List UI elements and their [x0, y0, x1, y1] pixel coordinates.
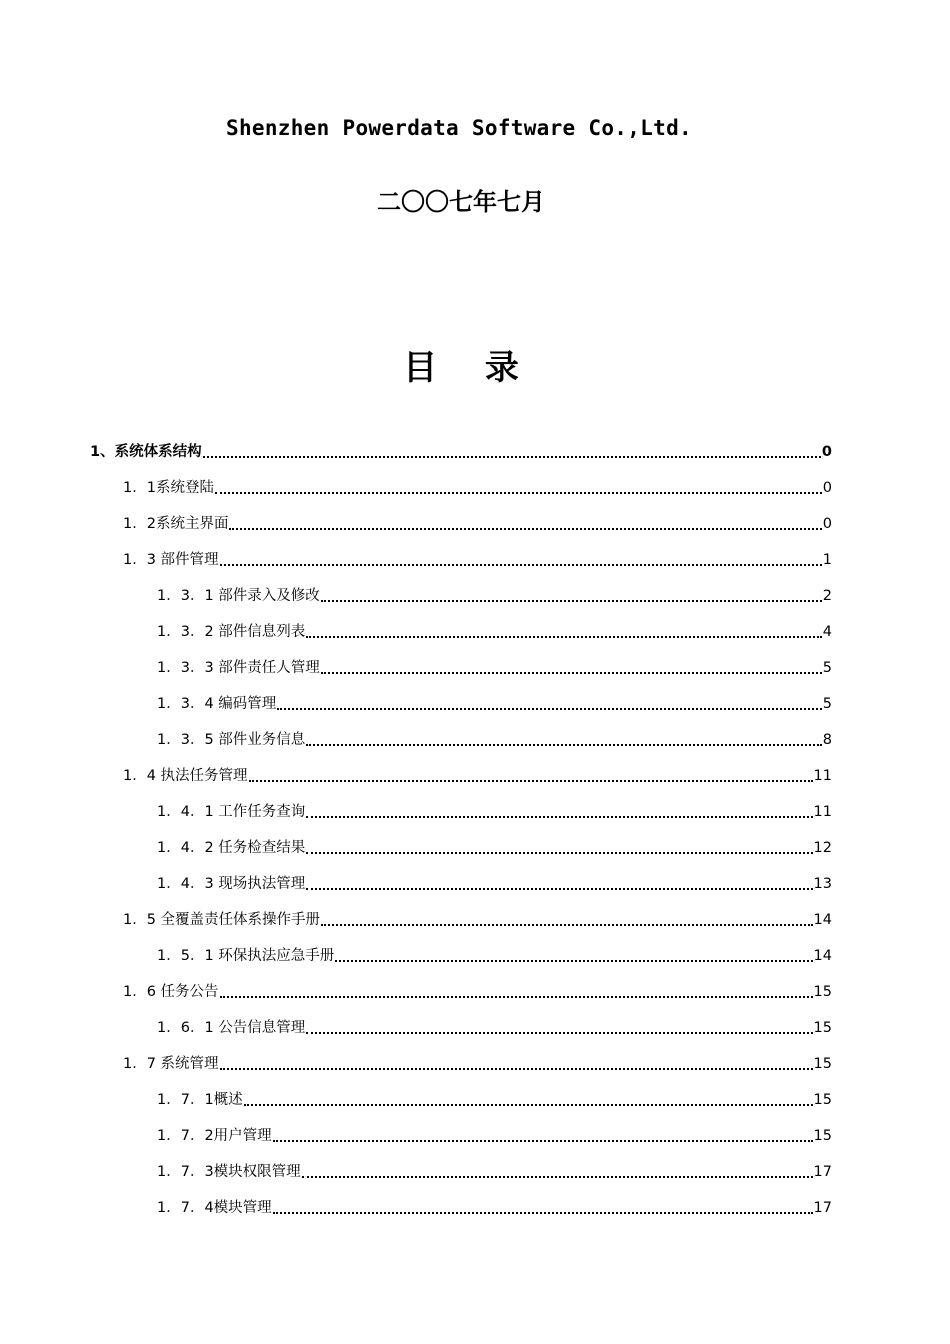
toc-entry[interactable] [123, 508, 832, 534]
toc-entry-page-number: 14 [813, 912, 832, 928]
toc-dot-leader [215, 492, 822, 494]
toc-entry-page-number: 0 [822, 480, 832, 496]
toc-entry[interactable] [123, 760, 832, 786]
toc-entry[interactable] [90, 436, 832, 462]
toc-dot-leader [306, 636, 821, 638]
toc-entry[interactable] [157, 1012, 832, 1038]
toc-entry-title: 1．7．3模块权限管理 [157, 1164, 301, 1180]
toc-dot-leader [244, 1104, 813, 1106]
toc-entry-page-number: 11 [813, 804, 832, 820]
toc-entry-page-number: 12 [813, 840, 832, 856]
toc-dot-leader [273, 1212, 813, 1214]
toc-entry-page-number: 15 [813, 984, 832, 1000]
toc-entry-title: 1．4．2 任务检查结果 [157, 840, 306, 856]
toc-entry[interactable] [157, 940, 832, 966]
toc-entry-page-number: 13 [813, 876, 832, 892]
toc-entry-page-number: 11 [813, 768, 832, 784]
toc-entry[interactable] [123, 904, 832, 930]
toc-entry-page-number: 1 [822, 552, 832, 568]
toc-entry-page-number: 0 [821, 444, 832, 460]
toc-entry-page-number: 5 [822, 660, 832, 676]
toc-entry[interactable] [157, 1084, 832, 1110]
toc-entry-page-number: 15 [813, 1056, 832, 1072]
toc-entry-title: 1．3 部件管理 [123, 552, 219, 568]
toc-entry[interactable] [157, 688, 832, 714]
toc-entry-page-number: 2 [822, 588, 832, 604]
toc-dot-leader [321, 600, 822, 602]
toc-entry-page-number: 17 [813, 1164, 832, 1180]
toc-entry[interactable] [157, 616, 832, 642]
toc-entry-title: 1．7．1概述 [157, 1092, 243, 1108]
toc-entry[interactable] [157, 796, 832, 822]
toc-entry-title: 1、系统体系结构 [90, 444, 202, 460]
toc-entry-page-number: 15 [813, 1128, 832, 1144]
toc-dot-leader [306, 816, 812, 818]
toc-entry-page-number: 8 [822, 732, 832, 748]
toc-entry-page-number: 4 [822, 624, 832, 640]
toc-entry[interactable] [157, 724, 832, 750]
toc-dot-leader [306, 888, 812, 890]
toc-entry-title: 1．5 全覆盖责任体系操作手册 [123, 912, 321, 928]
toc-dot-leader [306, 744, 821, 746]
toc-dot-leader [220, 564, 822, 566]
toc-entry-title: 1．7．4模块管理 [157, 1200, 272, 1216]
toc-entry[interactable] [123, 1048, 832, 1074]
toc-entry-title: 1．5．1 环保执法应急手册 [157, 948, 335, 964]
toc-dot-leader [302, 1176, 813, 1178]
toc-dot-leader [229, 528, 821, 530]
toc-entry[interactable] [123, 544, 832, 570]
toc-dot-leader [306, 852, 812, 854]
toc-entry-title: 1．4 执法任务管理 [123, 768, 248, 784]
toc-entry-title: 1．3．3 部件责任人管理 [157, 660, 320, 676]
toc-entry-title: 1．2系统主界面 [123, 516, 229, 532]
toc-dot-leader [203, 456, 821, 458]
toc-entry-title: 1．4．1 工作任务查询 [157, 804, 306, 820]
toc-entry-title: 1．3．5 部件业务信息 [157, 732, 306, 748]
toc-entry-page-number: 5 [822, 696, 832, 712]
toc-dot-leader [220, 996, 813, 998]
toc-entry[interactable] [123, 472, 832, 498]
toc-entry[interactable] [157, 832, 832, 858]
toc-entry[interactable] [157, 1192, 832, 1218]
toc-dot-leader [306, 1032, 812, 1034]
toc-entry-page-number: 17 [813, 1200, 832, 1216]
toc-entry[interactable] [157, 868, 832, 894]
toc-entry[interactable] [123, 976, 832, 1002]
toc-entry-page-number: 0 [822, 516, 832, 532]
toc-entry-title: 1．7 系统管理 [123, 1056, 219, 1072]
toc-dot-leader [321, 924, 812, 926]
toc-entry[interactable] [157, 1156, 832, 1182]
toc-entry-page-number: 15 [813, 1020, 832, 1036]
toc-dot-leader [335, 960, 812, 962]
toc-entry-title: 1．6．1 公告信息管理 [157, 1020, 306, 1036]
toc-entry-title: 1．3．1 部件录入及修改 [157, 588, 320, 604]
toc-entry-title: 1．1系统登陆 [123, 480, 214, 496]
toc-entry-title: 1．7．2用户管理 [157, 1128, 272, 1144]
toc-dot-leader [249, 780, 813, 782]
toc-title: 目 录 [403, 348, 537, 388]
toc-entry-title: 1．3．2 部件信息列表 [157, 624, 306, 640]
toc-entry-title: 1．3．4 编码管理 [157, 696, 277, 712]
toc-entry-page-number: 15 [813, 1092, 832, 1108]
toc-entry-page-number: 14 [813, 948, 832, 964]
company-name: Shenzhen Powerdata Software Co.,Ltd. [226, 116, 692, 140]
toc-dot-leader [321, 672, 822, 674]
document-date: 二〇〇七年七月 [377, 188, 545, 216]
toc-entry[interactable] [157, 1120, 832, 1146]
toc-entry[interactable] [157, 580, 832, 606]
toc-dot-leader [273, 1140, 813, 1142]
toc-entry[interactable] [157, 652, 832, 678]
toc-entry-title: 1．4．3 现场执法管理 [157, 876, 306, 892]
toc-dot-leader [220, 1068, 813, 1070]
toc-dot-leader [277, 708, 821, 710]
toc-entry-title: 1．6 任务公告 [123, 984, 219, 1000]
